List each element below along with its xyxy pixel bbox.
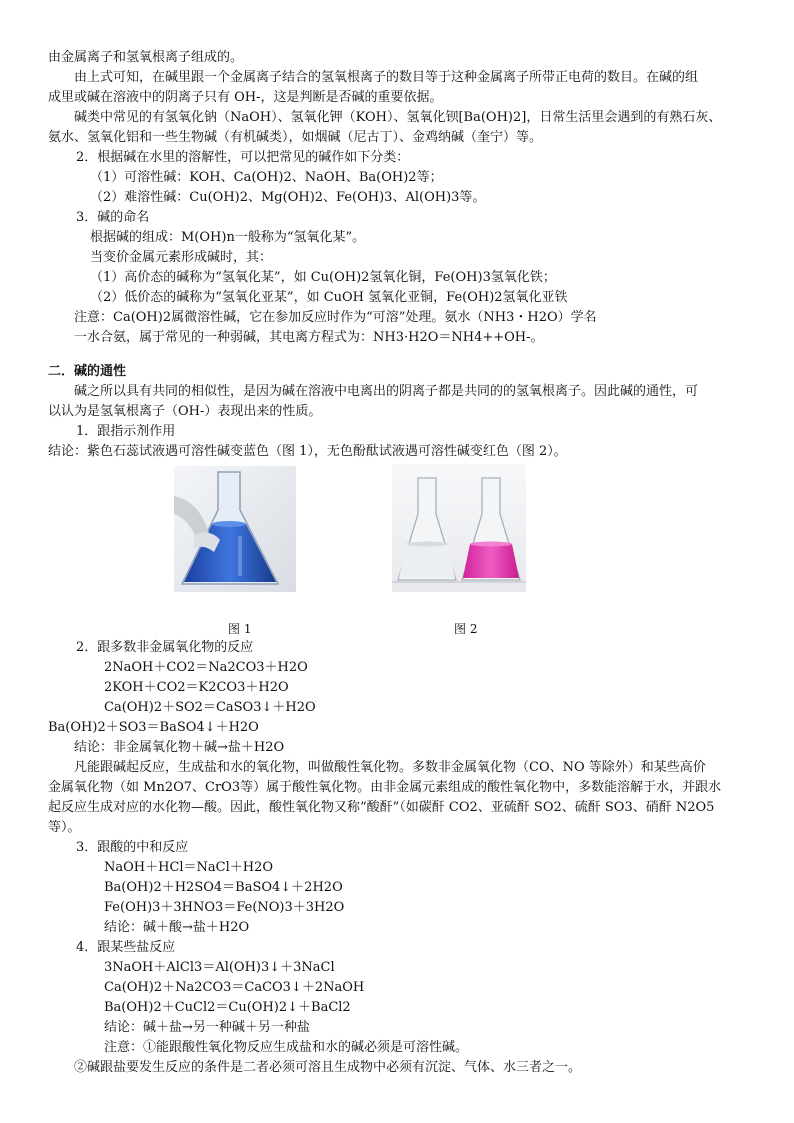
- equation: Ca(OH)2＋Na2CO3＝CaCO3↓＋2NaOH: [104, 980, 365, 995]
- equation: Ca(OH)2＋SO2＝CaSO3↓＋H2O: [104, 700, 316, 715]
- note-line: ②碱跟盐要发生反应的条件是二者必须可溶且生成物中必须有沉淀、气体、水三者之一。: [74, 1060, 582, 1075]
- paragraph-line: 凡能跟碱起反应，生成盐和水的氧化物，叫做酸性氧化物。多数非金属氧化物（CO、NO 等除外）和某些高价: [74, 760, 706, 775]
- paragraph-line: 碱之所以具有共同的相似性，是因为碱在溶液中电离出的阴离子都是共同的的氢氧根离子。因此碱的通性，可: [74, 384, 699, 399]
- paragraph-line: 金属氧化物（如 Mn2O7、CrO3等）属于酸性氧化物。由非金属元素组成的酸性氧化物中，多数能溶解于水，并跟水: [48, 780, 722, 795]
- paragraph-line: 氨水、氢氧化铝和一些生物碱（有机碱类），如烟碱（尼古丁）、金鸡纳碱（奎宁）等。: [48, 130, 543, 145]
- list-heading: 4．跟某些盐反应: [76, 940, 176, 955]
- equation: 3NaOH＋AlCl3＝Al(OH)3↓＋3NaCl: [104, 960, 335, 975]
- note-line: 注意：①能跟酸性氧化物反应生成盐和水的碱必须是可溶性碱。: [104, 1040, 469, 1055]
- equation: NaOH＋HCl＝NaCl＋H2O: [104, 860, 274, 875]
- section-heading: 二．碱的通性: [48, 364, 127, 379]
- list-heading: 2．跟多数非金属氧化物的反应: [76, 640, 254, 655]
- conclusion-line: 结论：紫色石蕊试液遇可溶性碱变蓝色（图 1），无色酚酞试液遇可溶性碱变红色（图 2）。: [48, 444, 567, 459]
- paragraph-line: 碱类中常见的有氢氧化钠（NaOH）、氢氧化钾（KOH）、氢氧化钡[Ba(OH)2]，日常生活里会遇到的有熟石灰、: [74, 110, 722, 125]
- list-item: （2）低价态的碱称为“氢氧化亚某”，如 CuOH 氢氧化亚铜，Fe(OH)2氢氧化亚铁: [90, 290, 568, 305]
- equation: 2KOH＋CO2＝K2CO3＋H2O: [104, 680, 289, 695]
- paragraph-line: 起反应生成对应的水化物—酸。因此，酸性氧化物又称“酸酐”（如碳酐 CO2、亚硫酐 SO2、硫酐 SO3、硝酐 N2O5: [48, 800, 715, 815]
- figure-1-caption: 图 1: [228, 622, 252, 636]
- paragraph-line: 由金属离子和氢氧根离子组成的。: [48, 50, 244, 65]
- figure-row: [48, 462, 756, 638]
- list-item: （2）难溶性碱：Cu(OH)2、Mg(OH)2、Fe(OH)3、Al(OH)3等。: [90, 190, 486, 205]
- note-line: 注意：Ca(OH)2属微溶性碱，它在参加反应时作为“可溶”处理。氨水（NH3・H2O）学名: [74, 310, 597, 325]
- list-heading: 2．根据碱在水里的溶解性，可以把常见的碱作如下分类：: [76, 150, 410, 165]
- paragraph-line: 等）。: [48, 820, 81, 835]
- list-item: （1）高价态的碱称为“氢氧化某”，如 Cu(OH)2氢氧化铜，Fe(OH)3氢氧化铁；: [90, 270, 556, 285]
- conclusion-line: 结论：非金属氧化物＋碱→盐＋H2O: [74, 740, 285, 755]
- paragraph-line: 当变价金属元素形成碱时，其：: [90, 250, 273, 265]
- note-line: 一水合氨，属于常见的一种弱碱，其电离方程式为：NH3·H2O＝NH4++OH-。: [74, 330, 544, 345]
- list-heading: 3．碱的命名: [76, 210, 150, 225]
- equation: Ba(OH)2＋SO3＝BaSO4↓＋H2O: [48, 720, 259, 735]
- paragraph-line: 以认为是氢氧根离子（OH-）表现出来的性质。: [48, 404, 322, 419]
- list-item: （1）可溶性碱：KOH、Ca(OH)2、NaOH、Ba(OH)2等；: [90, 170, 443, 185]
- blue-flask-photo: [174, 466, 296, 592]
- paragraph-line: 成里或碱在溶液中的阴离子只有 OH-，这是判断是否碱的重要依据。: [48, 90, 443, 105]
- paragraph-line: 根据碱的组成：M(OH)n一般称为“氢氧化某”。: [90, 230, 366, 245]
- document-page: [48, 48, 756, 1078]
- equation: Ba(OH)2＋CuCl2＝Cu(OH)2↓＋BaCl2: [104, 1000, 351, 1015]
- flasks-photo: [392, 464, 526, 592]
- list-heading: 1．跟指示剂作用: [76, 424, 176, 439]
- conclusion-line: 结论：碱＋盐→另一种碱＋另一种盐: [104, 1020, 310, 1035]
- conclusion-line: 结论：碱＋酸→盐＋H2O: [104, 920, 250, 935]
- figure-2-caption: 图 2: [454, 622, 478, 636]
- paragraph-line: 由上式可知，在碱里跟一个金属离子结合的氢氧根离子的数目等于这种金属离子所带正电荷的数目。在碱的组: [74, 70, 699, 85]
- list-heading: 3．跟酸的中和反应: [76, 840, 189, 855]
- equation: Ba(OH)2＋H2SO4＝BaSO4↓＋2H2O: [104, 880, 343, 895]
- equation: Fe(OH)3＋3HNO3＝Fe(NO)3＋3H2O: [104, 900, 345, 915]
- equation: 2NaOH＋CO2＝Na2CO3＋H2O: [104, 660, 308, 675]
